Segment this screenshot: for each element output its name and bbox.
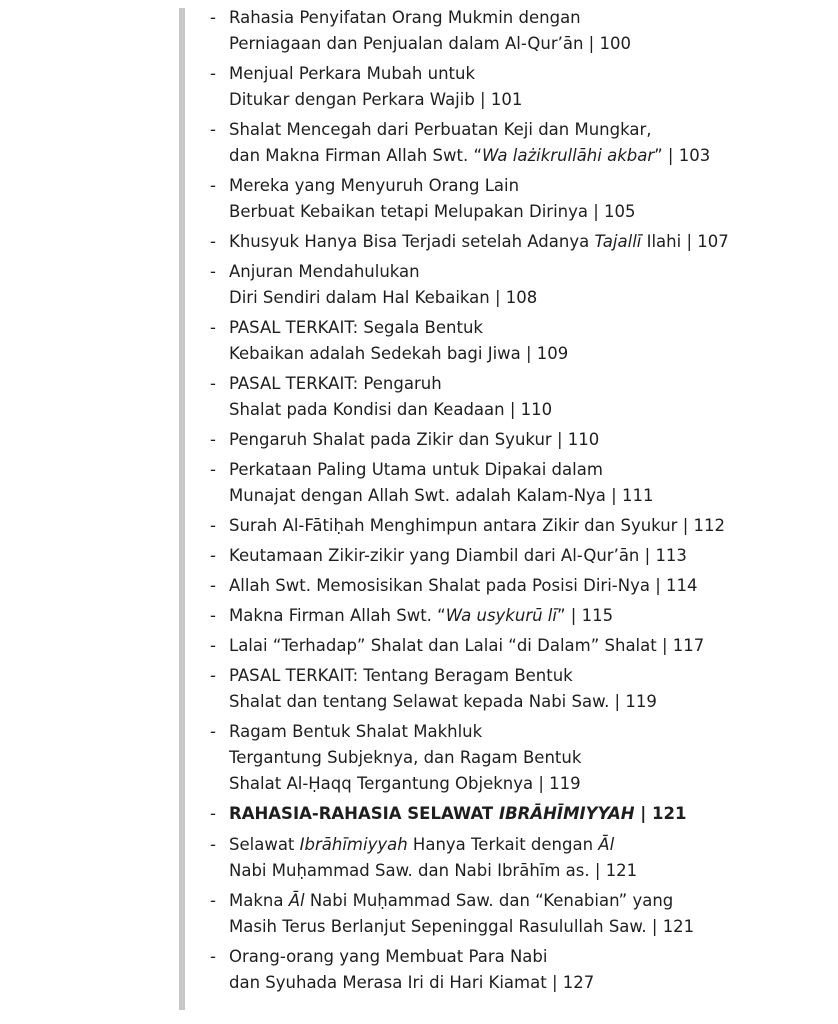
toc-entry[interactable] [210, 944, 825, 996]
entry-line [229, 888, 825, 914]
entry-line: Munajat dengan Allah Swt. adalah Kalam-Nya | 111 [229, 486, 654, 505]
entry-dash: - [210, 516, 216, 535]
toc-entry[interactable] [210, 888, 825, 940]
entry-line [229, 143, 825, 169]
entry-dash: - [210, 64, 216, 83]
entry-text: dan Makna Firman Allah Swt. “ [229, 146, 483, 165]
entry-line [229, 832, 825, 858]
entry-dash: - [210, 318, 216, 337]
entry-dash: - [210, 430, 216, 449]
entry-dash: - [210, 576, 216, 595]
entry-line: Kebaikan adalah Sedekah bagi Jiwa | 109 [229, 344, 569, 363]
entry-text: Khusyuk Hanya Bisa Terjadi setelah Adanya [229, 232, 595, 251]
entry-line: Mereka yang Menyuruh Orang Lain [229, 176, 520, 195]
entry-line: PASAL TERKAIT: Segala Bentuk [229, 318, 483, 337]
chapter-title-italic: IBRĀHĪMIYYAH [498, 804, 635, 823]
entry-line: Berbuat Kebaikan tetapi Melupakan Dirinya | 105 [229, 202, 636, 221]
entry-dash: - [210, 176, 216, 195]
table-of-contents [210, 5, 825, 1000]
entry-dash: - [210, 262, 216, 281]
entry-line: Rahasia Penyifatan Orang Mukmin dengan [229, 8, 581, 27]
toc-entry[interactable] [210, 5, 825, 57]
margin-rule [179, 8, 185, 1010]
entry-line: Perniagaan dan Penjualan dalam Al-Qur’ān | 100 [229, 34, 631, 53]
entry-line: Tergantung Subjeknya, dan Ragam Bentuk [229, 748, 582, 767]
entry-dash: - [210, 606, 216, 625]
entry-italic-text: Āl [288, 891, 305, 910]
toc-entry[interactable] [210, 259, 825, 311]
entry-line [229, 229, 825, 255]
toc-entry[interactable] [210, 633, 825, 659]
entry-text: Makna Firman Allah Swt. “ [229, 606, 446, 625]
entry-text: Selawat [229, 835, 300, 854]
entry-line: Lalai “Terhadap” Shalat dan Lalai “di Dalam” Shalat | 117 [229, 636, 705, 655]
chapter-title: RAHASIA-RAHASIA SELAWAT [229, 804, 499, 823]
entry-line: Shalat Mencegah dari Perbuatan Keji dan Mungkar, [229, 120, 652, 139]
toc-entry[interactable] [210, 117, 825, 169]
toc-entry[interactable] [210, 173, 825, 225]
entry-dash: - [210, 804, 216, 823]
toc-entry[interactable] [210, 573, 825, 599]
entry-dash: - [210, 722, 216, 741]
entry-line: Masih Terus Berlanjut Sepeninggal Rasulullah Saw. | 121 [229, 917, 695, 936]
toc-entry[interactable] [210, 603, 825, 629]
entry-italic-text: Ibrāhīmiyyah [299, 835, 408, 854]
entry-line: Diri Sendiri dalam Hal Kebaikan | 108 [229, 288, 538, 307]
toc-chapter-heading[interactable] [210, 801, 825, 827]
toc-entry[interactable] [210, 513, 825, 539]
entry-line: Ditukar dengan Perkara Wajib | 101 [229, 90, 523, 109]
toc-entry[interactable] [210, 61, 825, 113]
toc-entry[interactable] [210, 315, 825, 367]
entry-line [229, 801, 825, 827]
entry-page-ref: ” | 103 [654, 146, 711, 165]
toc-entry[interactable] [210, 543, 825, 569]
entry-dash: - [210, 891, 216, 910]
entry-line: Allah Swt. Memosisikan Shalat pada Posisi Diri-Nya | 114 [229, 576, 698, 595]
entry-line: Pengaruh Shalat pada Zikir dan Syukur | 110 [229, 430, 600, 449]
entry-text: Nabi Muḥammad Saw. dan “Kenabian” yang [304, 891, 674, 910]
toc-entry[interactable] [210, 663, 825, 715]
chapter-page-ref: | 121 [634, 804, 687, 823]
entry-line: dan Syuhada Merasa Iri di Hari Kiamat | 127 [229, 973, 595, 992]
toc-entry[interactable] [210, 371, 825, 423]
entry-dash: - [210, 636, 216, 655]
entry-line: Nabi Muḥammad Saw. dan Nabi Ibrāhīm as. | 121 [229, 861, 638, 880]
entry-line: PASAL TERKAIT: Tentang Beragam Bentuk [229, 666, 573, 685]
toc-entry[interactable] [210, 719, 825, 797]
toc-entry[interactable] [210, 427, 825, 453]
entry-line: Shalat pada Kondisi dan Keadaan | 110 [229, 400, 553, 419]
entry-italic-text: Wa usykurū lī [445, 606, 557, 625]
entry-line: Menjual Perkara Mubah untuk [229, 64, 476, 83]
entry-line: Shalat dan tentang Selawat kepada Nabi Saw. | 119 [229, 692, 657, 711]
entry-line: Shalat Al-Ḥaqq Tergantung Objeknya | 119 [229, 774, 581, 793]
toc-entry[interactable] [210, 229, 825, 255]
entry-dash: - [210, 835, 216, 854]
entry-dash: - [210, 232, 216, 251]
entry-dash: - [210, 8, 216, 27]
entry-line: Ragam Bentuk Shalat Makhluk [229, 722, 483, 741]
toc-entry[interactable] [210, 457, 825, 509]
entry-text: Makna [229, 891, 289, 910]
entry-line: Perkataan Paling Utama untuk Dipakai dalam [229, 460, 603, 479]
entry-line: Orang-orang yang Membuat Para Nabi [229, 947, 548, 966]
entry-italic-text: Āl [598, 835, 615, 854]
entry-line: Anjuran Mendahulukan [229, 262, 420, 281]
entry-text: Hanya Terkait dengan [407, 835, 599, 854]
entry-line: Surah Al-Fātiḥah Menghimpun antara Zikir dan Syukur | 112 [229, 516, 725, 535]
entry-dash: - [210, 120, 216, 139]
entry-page-ref: ” | 115 [556, 606, 614, 625]
toc-entry[interactable] [210, 832, 825, 884]
entry-dash: - [210, 947, 216, 966]
entry-line: Keutamaan Zikir-zikir yang Diambil dari Al-Qur’ān | 113 [229, 546, 687, 565]
entry-page-ref: Ilahi | 107 [641, 232, 729, 251]
entry-line: PASAL TERKAIT: Pengaruh [229, 374, 442, 393]
entry-italic-text: Tajallī [594, 232, 642, 251]
entry-dash: - [210, 460, 216, 479]
entry-line [229, 603, 825, 629]
entry-italic-text: Wa lażikrullāhi akbar [482, 146, 655, 165]
entry-dash: - [210, 666, 216, 685]
entry-dash: - [210, 546, 216, 565]
entry-dash: - [210, 374, 216, 393]
